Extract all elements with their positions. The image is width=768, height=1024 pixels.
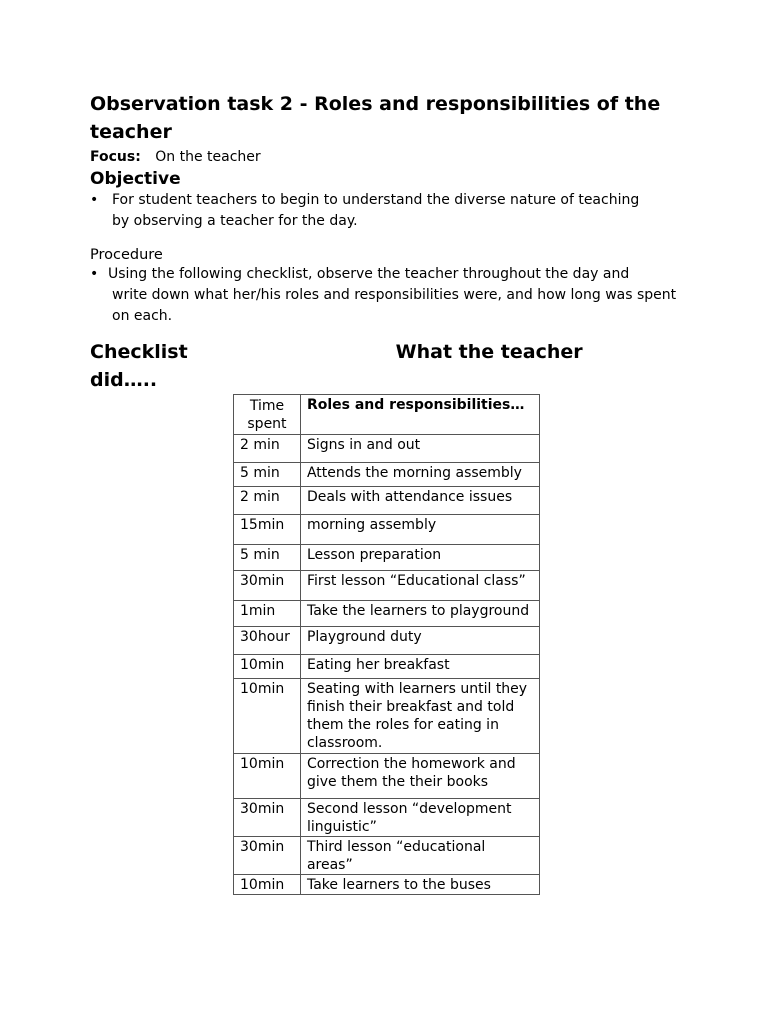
checklist-heading — [90, 338, 650, 394]
header-roles: Roles and responsibilities… — [300, 395, 539, 435]
table-row — [234, 601, 540, 627]
table-row — [234, 875, 540, 895]
time-cell: 30min — [234, 571, 301, 601]
objective-text: For student teachers to begin to understand the diverse nature of teaching by observing a teacher for the day. — [112, 192, 640, 229]
role-cell: Take the learners to playground — [300, 601, 539, 627]
procedure-heading: Procedure — [90, 247, 163, 263]
time-cell: 30min — [234, 799, 301, 837]
procedure-list-item — [90, 264, 680, 327]
procedure-text — [90, 264, 680, 327]
time-cell: 5 min — [234, 545, 301, 571]
table-row — [234, 571, 540, 601]
table-row — [234, 435, 540, 463]
time-cell: 10min — [234, 679, 301, 754]
role-cell: Signs in and out — [300, 435, 539, 463]
table-row — [234, 679, 540, 754]
time-cell: 30hour — [234, 627, 301, 655]
focus-value: On the teacher — [155, 149, 261, 165]
time-cell: 2 min — [234, 487, 301, 515]
role-cell: Eating her breakfast — [300, 655, 539, 679]
role-cell: Third lesson “educational areas” — [300, 837, 539, 875]
procedure-text-line2: write down what her/his roles and responsibilities were, and how long was spent on each. — [112, 287, 677, 324]
focus-line — [90, 148, 261, 166]
table-row — [234, 799, 540, 837]
role-cell: Take learners to the buses — [300, 875, 539, 895]
time-cell: 10min — [234, 655, 301, 679]
checklist-heading-right: What the teacher — [395, 341, 583, 363]
checklist-heading-wrap: did….. — [90, 369, 158, 391]
procedure-text-line1: Using the following checklist, observe the teacher throughout the day and — [108, 266, 630, 282]
role-cell: morning assembly — [300, 515, 539, 545]
document-title: Observation task 2 - Roles and responsibilities of the teacher — [90, 93, 661, 143]
table-row — [234, 754, 540, 799]
role-cell: Lesson preparation — [300, 545, 539, 571]
role-cell: Correction the homework and give them the their books — [300, 754, 539, 799]
time-cell: 30min — [234, 837, 301, 875]
objective-heading: Objective — [90, 169, 181, 189]
table-row — [234, 463, 540, 487]
time-cell: 1min — [234, 601, 301, 627]
time-cell: 5 min — [234, 463, 301, 487]
table-row — [234, 655, 540, 679]
role-cell: Deals with attendance issues — [300, 487, 539, 515]
table-row — [234, 515, 540, 545]
role-cell: First lesson “Educational class” — [300, 571, 539, 601]
bullet-icon: • — [90, 192, 99, 208]
header-time-spent: Time spent — [234, 395, 301, 435]
table-row — [234, 487, 540, 515]
table-header-row — [234, 395, 540, 435]
role-cell: Seating with learners until they finish their breakfast and told them the roles for eating in classroom. — [300, 679, 539, 754]
checklist-heading-left: Checklist — [90, 341, 188, 363]
table-row — [234, 545, 540, 571]
role-cell: Playground duty — [300, 627, 539, 655]
bullet-icon: • — [90, 266, 99, 282]
objective-list-item — [90, 190, 650, 232]
table-row — [234, 627, 540, 655]
time-cell: 2 min — [234, 435, 301, 463]
time-cell: 15min — [234, 515, 301, 545]
table-row — [234, 837, 540, 875]
role-cell: Second lesson “development linguistic” — [300, 799, 539, 837]
time-cell: 10min — [234, 875, 301, 895]
roles-table — [233, 394, 540, 895]
role-cell: Attends the morning assembly — [300, 463, 539, 487]
time-cell: 10min — [234, 754, 301, 799]
focus-label: Focus: — [90, 149, 141, 165]
